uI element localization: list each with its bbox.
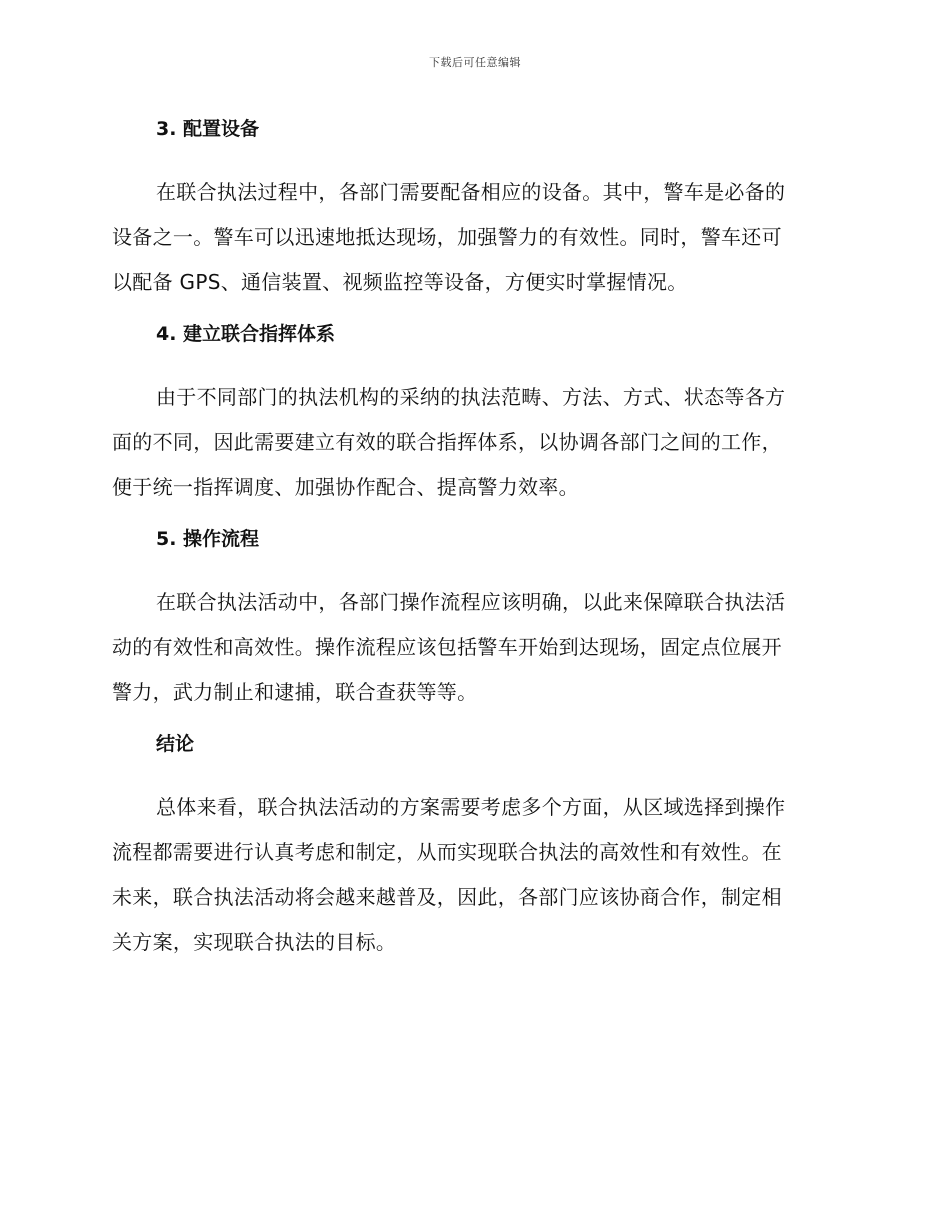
document-body <box>112 114 830 979</box>
paragraph-line: 总体来看，联合执法活动的方案需要考虑多个方面，从区域选择到操作 <box>156 795 786 819</box>
section-heading-command-system: 4. 建立联合指挥体系 <box>156 323 336 345</box>
paragraph-configure-equipment <box>112 170 830 305</box>
paragraph-line: 便于统一指挥调度、加强协作配合、提高警力效率。 <box>112 475 579 499</box>
paragraph-line: 关方案，实现联合执法的目标。 <box>112 930 397 954</box>
header-note: 下载后可任意编辑 <box>429 56 521 69</box>
section-heading-conclusion: 结论 <box>156 733 195 755</box>
paragraph-line: 面的不同，因此需要建立有效的联合指挥体系，以协调各部门之间的工作， <box>112 430 782 454</box>
paragraph-line: 警力，武力制止和逮捕，联合查获等等。 <box>112 680 478 704</box>
paragraph-line: 设备之一。警车可以迅速地抵达现场，加强警力的有效性。同时，警车还可 <box>112 225 782 249</box>
section-heading-operation-process: 5. 操作流程 <box>156 528 260 550</box>
paragraph-line: 流程都需要进行认真考虑和制定，从而实现联合执法的高效性和有效性。在 <box>112 840 782 864</box>
paragraph-command-system <box>112 375 830 510</box>
paragraph-line: 在联合执法过程中，各部门需要配备相应的设备。其中，警车是必备的 <box>156 180 786 204</box>
paragraph-line: 以配备 GPS、通信装置、视频监控等设备，方便实时掌握情况。 <box>112 270 688 294</box>
paragraph-conclusion <box>112 785 830 965</box>
section-heading-configure-equipment: 3. 配置设备 <box>156 118 260 140</box>
paragraph-operation-process <box>112 580 830 715</box>
paragraph-line: 未来，联合执法活动将会越来越普及，因此，各部门应该协商合作，制定相 <box>112 885 782 909</box>
paragraph-line: 在联合执法活动中，各部门操作流程应该明确，以此来保障联合执法活 <box>156 590 786 614</box>
paragraph-line: 由于不同部门的执法机构的采纳的执法范畴、方法、方式、状态等各方 <box>156 385 786 409</box>
paragraph-line: 动的有效性和高效性。操作流程应该包括警车开始到达现场，固定点位展开 <box>112 635 782 659</box>
